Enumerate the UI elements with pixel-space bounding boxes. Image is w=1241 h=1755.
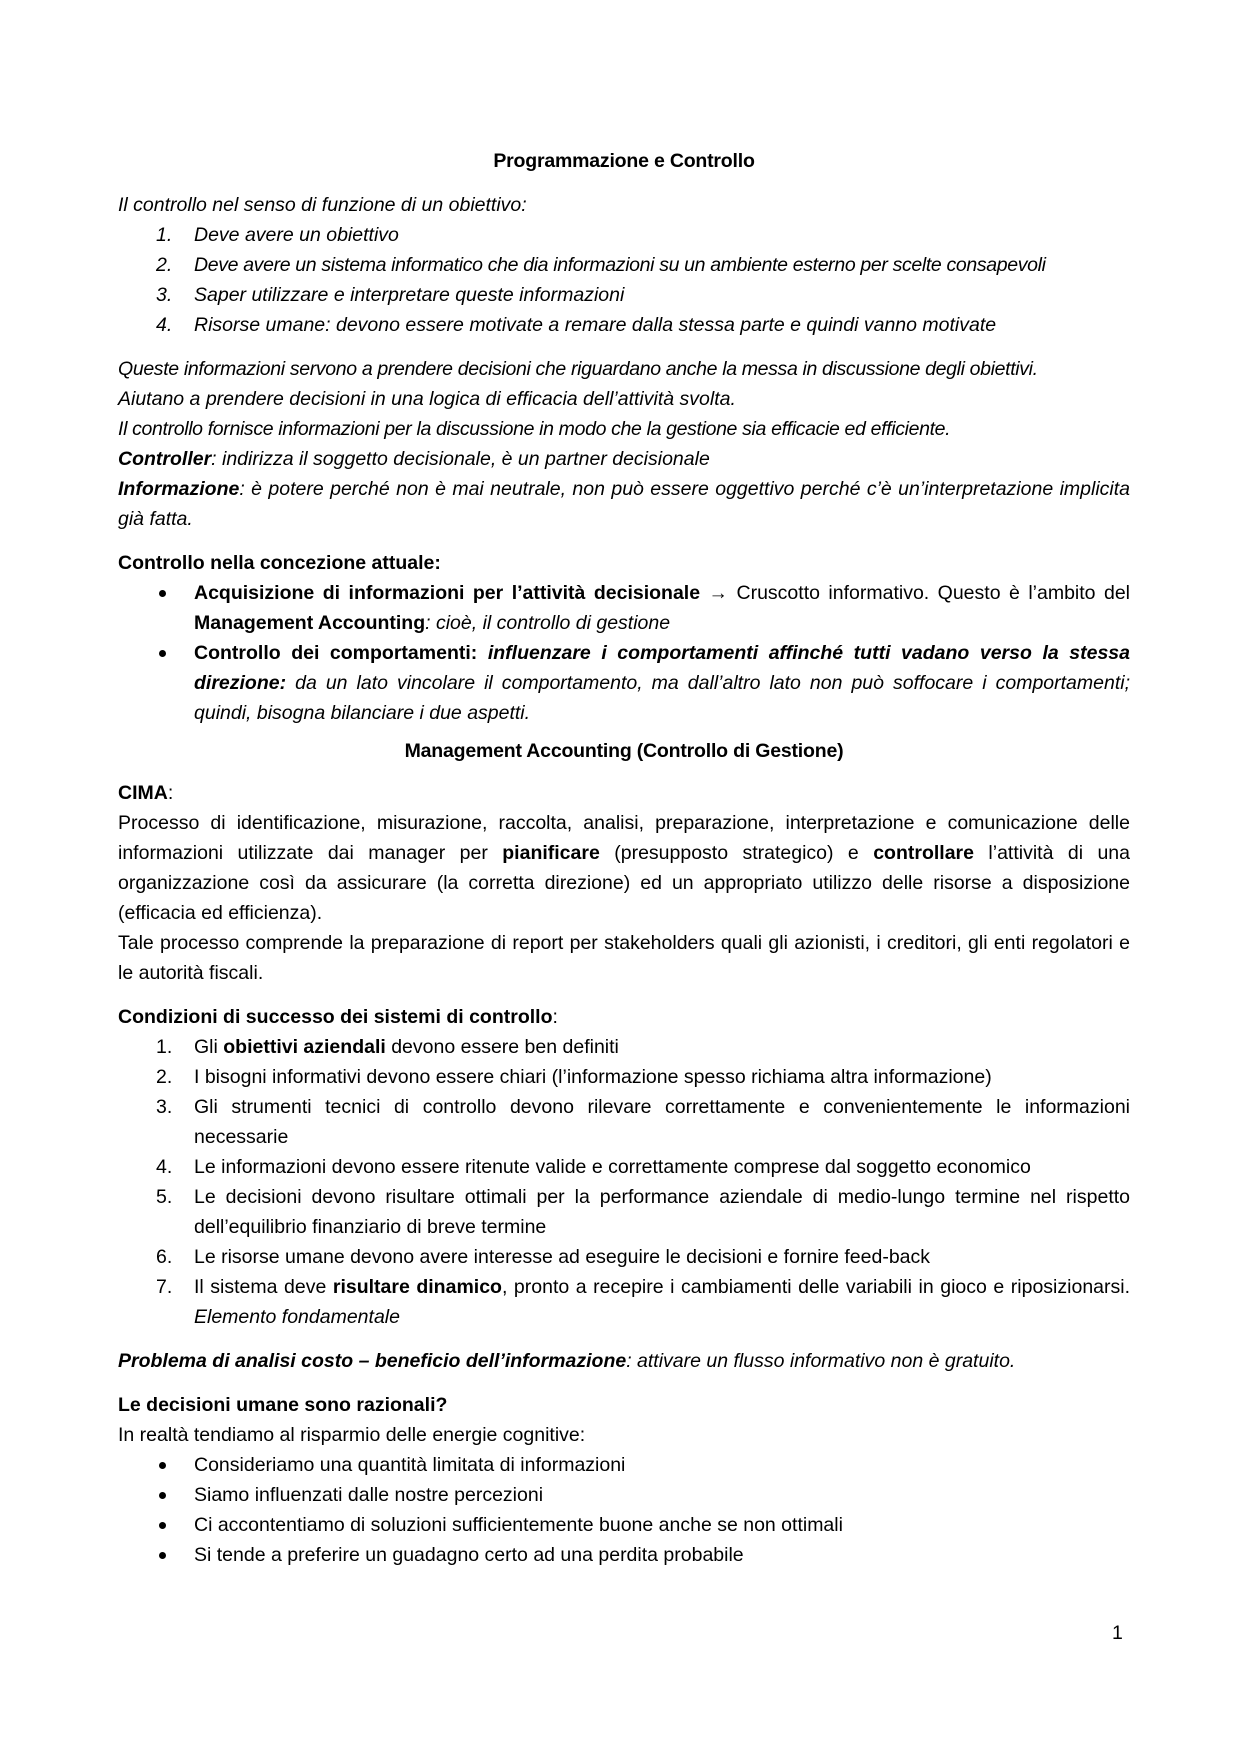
informazione-definition: Informazione: è potere perché non è mai neutrale, non può essere oggettivo perché c’è un’interpretazione implicita già fatta.: [118, 478, 1130, 530]
list-item: 2. Deve avere un sistema informatico che dia informazioni su un ambiente esterno per scelte consapevoli: [156, 254, 1046, 276]
arrow-right-icon: →: [700, 582, 737, 604]
bias-list: [118, 1450, 1130, 1570]
page-content: [118, 146, 1141, 1570]
controller-definition: Controller: indirizza il soggetto decisionale, è un partner decisionale: [118, 448, 710, 470]
bullet-icon: [159, 1492, 166, 1499]
list-item: Acquisizione di informazioni per l’attività decisionale → Cruscotto informativo. Questo è l’ambito del Management Accounting: cioè, il controllo di gestione: [118, 578, 1130, 638]
list-item: 3. Saper utilizzare e interpretare queste informazioni: [156, 284, 625, 306]
list-item: 7. Il sistema deve risultare dinamico, pronto a recepire i cambiamenti delle variabili in gioco e riposizionarsi. Elemento fondamentale: [156, 1276, 1141, 1328]
section-title: Management Accounting (Controllo di Gestione): [404, 740, 844, 762]
cima-definition: Processo di identificazione, misurazione, raccolta, analisi, preparazione, interpretazione e comunicazione delle informazioni utilizzate dai manager per pianificare (presupposto strategico) e controllare l’attività di una organizzazione così da assicurare (la corretta direzione) ed un appropriato utilizzo delle risorse a disposizione (efficacia ed efficienza).: [118, 812, 1130, 924]
list-item: 3. Gli strumenti tecnici di controllo devono rilevare correttamente e convenientemente le informazioni necessarie: [156, 1096, 1130, 1148]
page-number: 1: [1112, 1622, 1123, 1644]
list-item: Ci accontentiamo di soluzioni sufficientemente buone anche se non ottimali: [118, 1510, 1130, 1540]
cima-process-paragraph: Tale processo comprende la preparazione di report per stakeholders quali gli azionisti, i creditori, gli enti regolatori e le autorità fiscali.: [118, 932, 1130, 984]
section1-intro: Il controllo nel senso di funzione di un obiettivo:: [118, 194, 527, 216]
paragraph-line: Queste informazioni servono a prendere decisioni che riguardano anche la messa in discussione degli obiettivi.: [118, 358, 1038, 380]
section-heading: Controllo nella concezione attuale:: [118, 552, 441, 574]
document-title: Programmazione e Controllo: [493, 150, 755, 172]
list-item: Controllo dei comportamenti: influenzare i comportamenti affinché tutti vadano verso la stessa direzione: da un lato vincolare il comportamento, ma dall’altro lato non può soffocare i comportamenti; quindi, bisogna bilanciare i due aspetti.: [118, 638, 1130, 728]
objectives-list: [118, 220, 1130, 340]
list-item: 5. Le decisioni devono risultare ottimali per la performance aziendale di medio-lungo termine nel rispetto dell’equilibrio finanziario di breve termine: [156, 1186, 1130, 1238]
term-informazione: Informazione: [118, 478, 240, 500]
costo-beneficio-note: Problema di analisi costo – beneficio dell’informazione: attivare un flusso informativo non è gratuito.: [118, 1350, 1016, 1372]
bullet-icon: [159, 1462, 166, 1469]
paragraph-line: Il controllo fornisce informazioni per la discussione in modo che la gestione sia efficacie ed efficiente.: [118, 418, 951, 440]
cima-label: CIMA:: [118, 782, 174, 804]
section-heading: Le decisioni umane sono razionali?: [118, 1394, 448, 1416]
list-item: 2. I bisogni informativi devono essere chiari (l’informazione spesso richiama altra informazione): [156, 1066, 992, 1088]
bullet-icon: [159, 1522, 166, 1529]
condizioni-list: [118, 1032, 1141, 1332]
list-item: Si tende a preferire un guadagno certo ad una perdita probabile: [118, 1540, 1130, 1570]
list-item: 1. Gli obiettivi aziendali devono essere ben definiti: [156, 1036, 619, 1058]
section-heading: Condizioni di successo dei sistemi di controllo:: [118, 1006, 558, 1028]
list-item: 1. Deve avere un obiettivo: [156, 224, 399, 246]
concezione-list: [118, 578, 1130, 728]
list-item: 4. Le informazioni devono essere ritenute valide e correttamente comprese dal soggetto economico: [156, 1156, 1031, 1178]
list-item: Consideriamo una quantità limitata di informazioni: [118, 1450, 1130, 1480]
list-item: 6. Le risorse umane devono avere interesse ad eseguire le decisioni e fornire feed-back: [156, 1246, 931, 1268]
list-item: 4. Risorse umane: devono essere motivate a remare dalla stessa parte e quindi vanno motivate: [156, 314, 997, 336]
paragraph-line: In realtà tendiamo al risparmio delle energie cognitive:: [118, 1424, 586, 1446]
bullet-icon: [159, 1552, 166, 1559]
term-controller: Controller: [118, 448, 212, 470]
bullet-icon: [159, 590, 166, 597]
bullet-icon: [159, 650, 166, 657]
paragraph-line: Aiutano a prendere decisioni in una logica di efficacia dell’attività svolta.: [118, 388, 736, 410]
list-item: Siamo influenzati dalle nostre percezioni: [118, 1480, 1130, 1510]
